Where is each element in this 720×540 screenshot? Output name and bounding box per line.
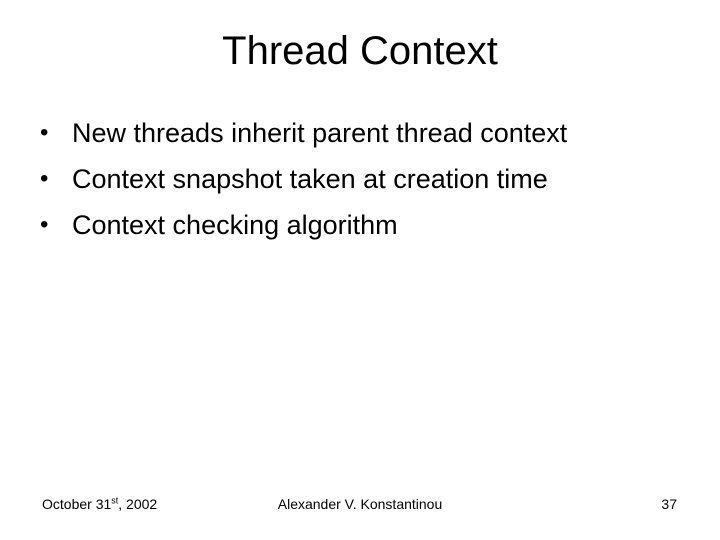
bullet-text: Context checking algorithm: [72, 210, 398, 240]
bullet-text: New threads inherit parent thread context: [72, 118, 568, 148]
slide-title: Thread Context: [222, 29, 498, 73]
footer-date-year: , 2002: [118, 496, 158, 512]
bullet-item: [40, 156, 700, 202]
bullet-icon: •: [40, 119, 49, 146]
footer-page-number: 37: [661, 496, 677, 512]
footer-date-ordinal: st: [111, 495, 119, 506]
bullet-icon: •: [40, 211, 49, 238]
footer-date-day: October 31: [42, 496, 112, 512]
bullet-text: Context snapshot taken at creation time: [72, 164, 548, 194]
bullet-icon: •: [40, 165, 49, 192]
bullet-item: [40, 202, 700, 248]
bullet-list: [40, 110, 700, 248]
bullet-item: [40, 110, 700, 156]
footer-author: Alexander V. Konstantinou: [277, 496, 443, 512]
